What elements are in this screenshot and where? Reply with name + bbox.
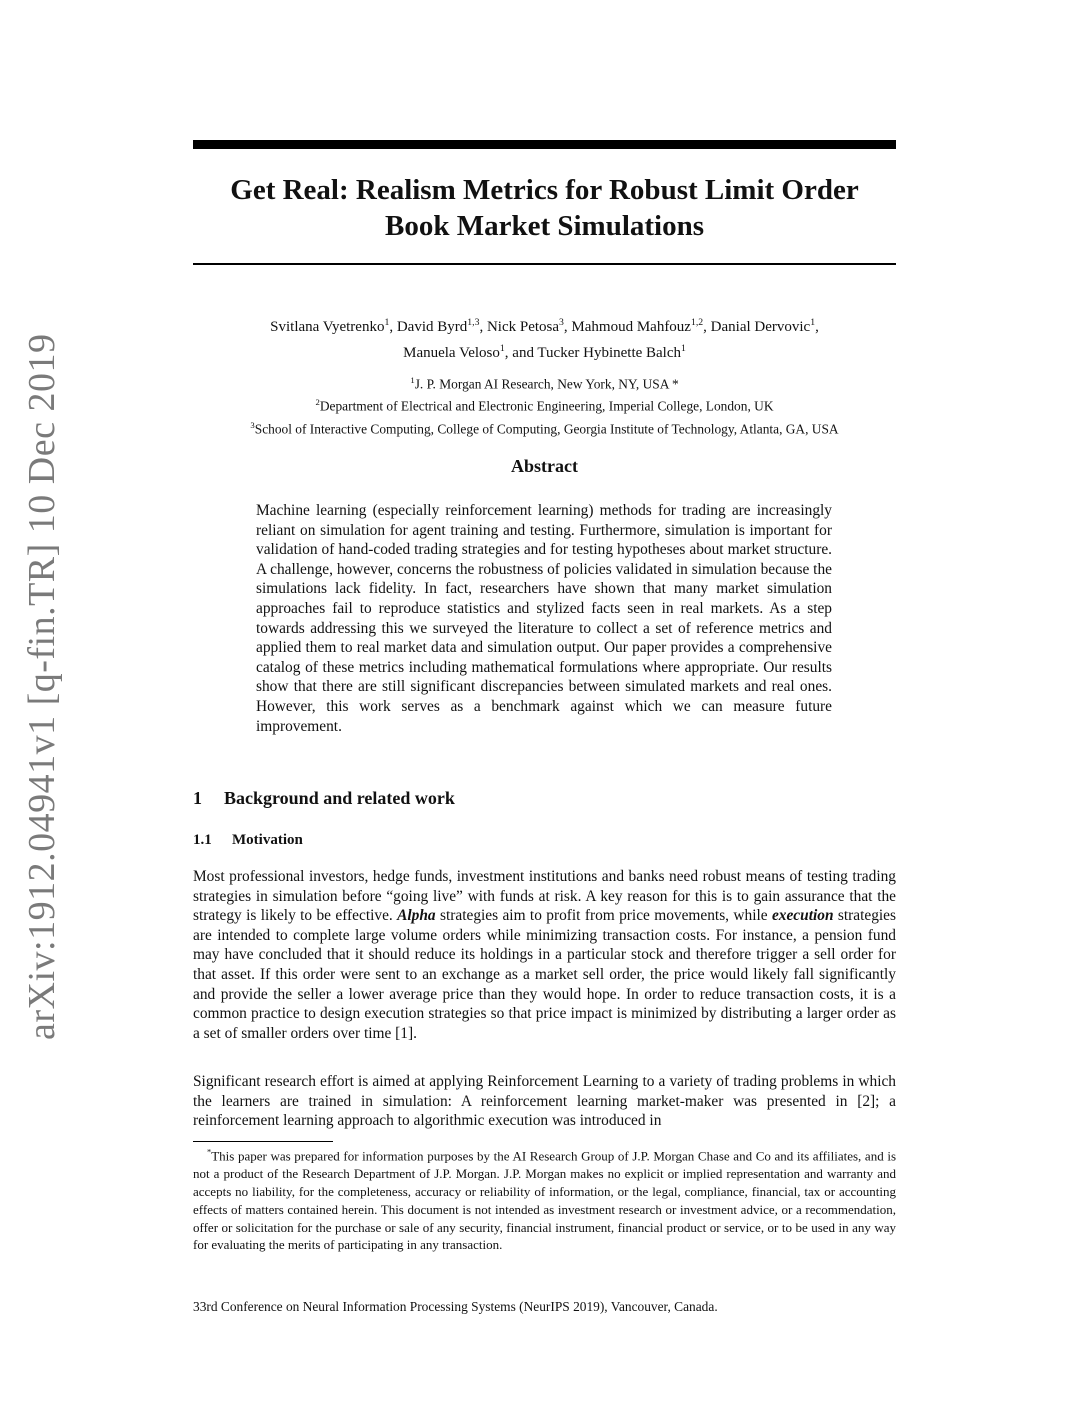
section-title: Background and related work — [224, 788, 455, 808]
footnote-rule — [193, 1141, 333, 1142]
author-name: Tucker Hybinette Balch — [537, 345, 682, 361]
abstract-text: Machine learning (especially reinforcement learning) methods for trading are increasingly reliant on simulation for agent training and testing. Furthermore, simulation is important for validation of hand-coded trading strategies and for testing hypotheses about market structure. A challenge, however, concerns the robustness of policies validated in simulation because the simulations lack fidelity. In fact, researchers have shown that many market simulation approaches fail to reproduce statistics and stylized facts seen in real markets. As a step towards addressing this we surveyed the literature to collect a set of reference metrics and applied them to real market data and simulation output. Our paper provides a comprehensive catalog of these metrics including mathematical formulations where appropriate. Our results show that there are still significant discrepancies between simulated markets and real ones. However, this work serves as a benchmark against which we can measure future improvement. — [256, 502, 832, 735]
author-sep: , — [815, 319, 819, 335]
title-top-rule — [193, 140, 896, 149]
author-list — [193, 312, 896, 364]
author-line-2 — [193, 338, 896, 364]
author-line-1 — [193, 312, 896, 338]
conference-note: 33rd Conference on Neural Information Processing Systems (NeurIPS 2019), Vancouver, Canada. — [193, 1299, 718, 1314]
subsection-heading — [193, 832, 303, 849]
author-affil-mark: 3 — [559, 317, 564, 328]
author-name: Manuela Veloso — [403, 345, 500, 361]
author-sep: , — [703, 319, 711, 335]
author-affil-mark: 1 — [384, 317, 390, 328]
subsection-number: 1.1 — [193, 832, 212, 848]
author-sep: , — [389, 319, 397, 335]
author-sep: , and — [504, 345, 538, 361]
author-sep: , — [563, 319, 572, 335]
author-sep: , — [479, 319, 487, 335]
paragraph-motivation-2: Significant research effort is aimed at applying Reinforcement Learning to a variety of trading problems in which the learners are trained in simulation: A reinforcement learning market-maker was presented in [2]; a reinforcement learning approach to algorithmic execution was introduced in — [193, 1073, 896, 1130]
affiliation-3: $^3$School of Interactive Computing, College of Computing, Georgia Institute of Technology, Atlanta, GA, USA — [250, 419, 839, 437]
section-heading — [193, 788, 455, 809]
author-name: Svitlana Vyetrenko — [270, 319, 385, 335]
author-affil-mark: 1 — [499, 343, 505, 354]
author-affil-mark: 1 — [681, 343, 686, 354]
section-number: 1 — [193, 788, 202, 808]
footnote — [193, 1144, 896, 1254]
title-line-1: Get Real: Realism Metrics for Robust Limit Order — [230, 174, 859, 206]
author-name: Danial Dervovic — [710, 319, 811, 335]
author-name: David Byrd — [396, 319, 468, 335]
emphasis-alpha: Alpha — [397, 907, 436, 925]
emphasis-execution: execution — [771, 907, 834, 925]
paragraph-motivation-1: Most professional investors, hedge funds, investment institutions and banks need robust means of testing trading strategies in simulation before “going live” with funds at risk. A key reason for this is to gain assurance that the strategy is likely to be effective. Alpha strategies aim to profit from price movements, while execution strategies are intended to complete large volume orders while minimizing transaction costs. For instance, a pension fund may have concluded that it should reduce its holdings in a particular stock and therefore trigger a sell order for that asset. If this order were sent to an exchange as a market sell order, the price would likely fall significantly and provide the seller a lower average price than they would hope. In order to reduce transaction costs, it is a common practice to design execution strategies so that price impact is minimized by distributing a larger order as a set of smaller orders over time [1]. — [193, 868, 897, 1042]
footnote-mark: * — [207, 1147, 212, 1157]
abstract-heading: Abstract — [511, 456, 578, 476]
author-name: Nick Petosa — [486, 319, 560, 335]
affiliation-list — [180, 371, 909, 438]
affiliation-1: $^1$J. P. Morgan AI Research, New York, NY, USA * — [410, 375, 679, 392]
author-affil-mark: 1,3 — [467, 317, 480, 328]
author-affil-mark: 1 — [810, 317, 816, 328]
title-bottom-rule — [193, 263, 896, 265]
footnote-text: This paper was prepared for information purposes by the AI Research Group of J.P. Morgan Chase and Co and its affiliates, and is not a product of the Research Department of J.P. Morgan. J.P. Morgan makes no explicit or implied representation and warranty and accepts no liability, for the completeness, accuracy or reliability of information, or the legal, compliance, financial, tax or accounting effects of matters contained herein. This document is not intended as investment research or investment advice, or a recommendation, offer or solicitation for the purchase or sale of any security, financial instrument, financial product or service, or to be used in any way for evaluating the merits of participating in any transaction. — [193, 1148, 896, 1253]
paper-title — [193, 172, 896, 244]
title-line-2: Book Market Simulations — [384, 210, 705, 242]
author-affil-mark: 1,2 — [690, 317, 704, 328]
author-name: Mahmoud Mahfouz — [571, 319, 691, 335]
arxiv-stamp: arXiv:1912.04941v1 [q-fin.TR] 10 Dec 2019 — [21, 333, 63, 1040]
subsection-title: Motivation — [232, 832, 303, 848]
affiliation-2: $^2$Department of Electrical and Electronic Engineering, Imperial College, London, UK — [315, 397, 774, 414]
